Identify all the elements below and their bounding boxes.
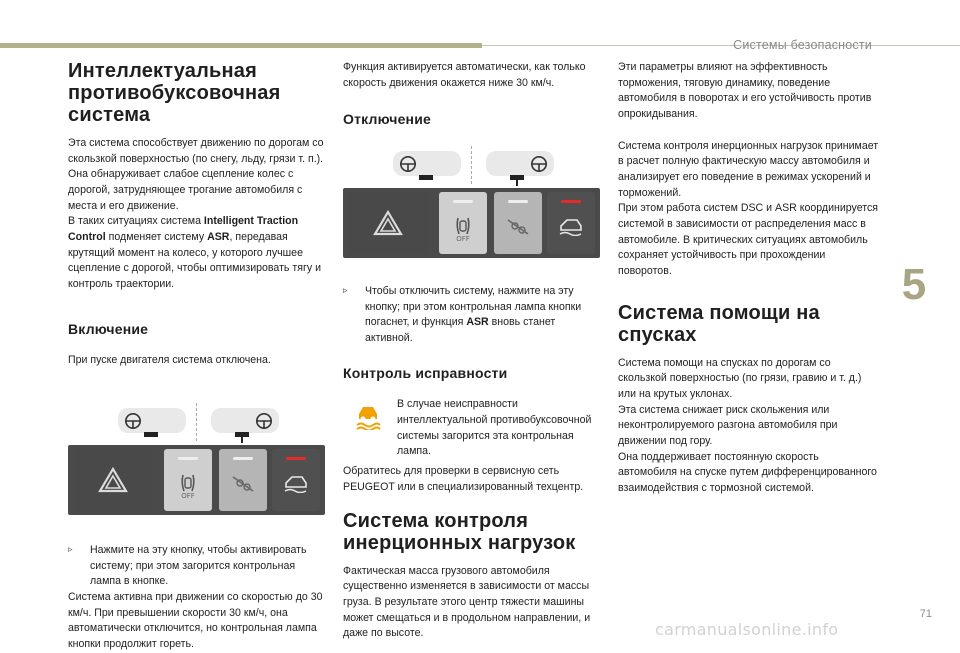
hazard-warning-icon <box>98 467 128 493</box>
load-control-title: Система контроля инерционных нагрузок <box>343 509 576 554</box>
stalk-bar <box>419 175 433 180</box>
off-label: OFF <box>456 234 470 243</box>
load-params-text: Эти параметры влияют на эффективность торможения, тяговую динамику, поведение автомобиля в поворотах и его устойчивость против опрокидывания. <box>618 61 872 121</box>
button-panel-figure-2 <box>343 146 600 274</box>
column-2 <box>343 60 601 642</box>
button-led <box>453 200 473 203</box>
hazard-button[interactable] <box>349 192 427 254</box>
steering-wheel-left <box>393 151 461 176</box>
on-heading: Включение <box>68 320 149 337</box>
column-3 <box>618 60 880 497</box>
steering-wheel-right <box>486 151 554 176</box>
stalk-tick <box>241 435 243 443</box>
steering-wheel-left <box>118 408 186 433</box>
stalk-bar <box>144 432 158 437</box>
traction-intro-2: В таких ситуациях система Intelligent Traction Control подменяет систему ASR, передавая крутящий момент на колесо, у которого лучшее сцепление с дорогой, чтобы оптимизировать тягу и контроль траектории. <box>68 215 321 291</box>
off-heading: Отключение <box>343 111 432 128</box>
check-heading: Контроль исправности <box>343 364 508 381</box>
header-rule <box>482 45 960 46</box>
button-led-active <box>286 457 306 460</box>
steering-wheel-icon <box>124 412 142 430</box>
load-coordination-text: При этом работа систем DSC и ASR координируется системой в зависимости от распределения масс в автомобиле. В критических ситуациях автомобиль сохраняет устойчивость при прохождении поворотов. <box>618 202 879 278</box>
hill-descent-button[interactable] <box>494 192 542 254</box>
stalk-tick <box>516 178 518 186</box>
traction-title: Интеллектуальная противобуксовочная система <box>68 60 281 126</box>
button-led-active <box>561 200 581 203</box>
steering-wheel-right <box>211 408 279 433</box>
hazard-button[interactable] <box>74 449 152 511</box>
hill-descent-text-1: Система помощи на спусках по дорогам со скользкой поверхностью (по грязи, гравию и т. д.) или на крутых уклонах. <box>618 356 862 401</box>
steering-wheel-icon <box>530 155 548 173</box>
hill-descent-icon <box>506 216 530 236</box>
activate-instruction: ▹ Нажмите на эту кнопку, чтобы активировать систему; при этом загорится контрольная лампа в кнопке. <box>68 544 307 588</box>
traction-intro-1: Эта система способствует движению по дорогам со скользкой поверхностью (по снегу, льду, грязи т. п.). Она обнаруживает слабое сцепление колес с дорогой, затрудняющее трогание автомобиля с места и его движение. <box>68 137 324 212</box>
button-led <box>508 200 528 203</box>
page-number: 71 <box>919 608 932 620</box>
traction-control-button[interactable] <box>272 449 320 511</box>
auto-activation-text: Функция активируется автоматически, как только скорость движения окажется ниже 30 км/ч. <box>343 61 586 89</box>
header-accent-bar <box>0 43 482 48</box>
load-control-text: Фактическая масса грузового автомобиля существенно изменяется в зависимости от массы груза. В результате этого центр тяжести машины может смещаться и в продольном направлении, и даже по высоте. <box>343 564 591 640</box>
service-text: Обратитесь для проверки в сервисную сеть PEUGEOT или в специализированный техцентр. <box>343 465 584 493</box>
hill-descent-icon <box>231 473 255 493</box>
steering-wheel-icon <box>255 412 273 430</box>
button-led <box>178 457 198 460</box>
button-panel-figure-1 <box>68 403 325 531</box>
load-system-text: Система контроля инерционных нагрузок принимает в расчет полную фактическую массу автомобиля и анализирует его поведение в режимах ускорений и торможений. <box>618 139 879 199</box>
hill-descent-title: Система помощи на спусках <box>618 301 820 346</box>
steering-wheel-row <box>393 151 554 176</box>
dashboard-button-panel <box>343 188 600 258</box>
on-text: При пуске двигателя система отключена. <box>68 354 271 367</box>
esc-off-button[interactable] <box>439 192 487 254</box>
fault-block <box>343 397 601 460</box>
steering-wheel-row <box>118 408 279 433</box>
speed-note: Система активна при движении со скоростью до 30 км/ч. При превышении скорости 30 км/ч, она автоматически отключится, но контрольная лампа кнопки продолжит гореть. <box>68 591 323 651</box>
bullet-arrow-icon: ▹ <box>343 285 348 296</box>
traction-control-icon <box>557 216 585 236</box>
hill-descent-button[interactable] <box>219 449 267 511</box>
fault-text: В случае неисправности интеллектуальной противобуксовочной системы загорится эта контрольная лампа. <box>397 398 592 458</box>
column-1 <box>68 60 325 653</box>
section-title: Системы безопасности <box>733 38 872 52</box>
deactivate-instruction: ▹ Чтобы отключить систему, нажмите на эту кнопку; при этом контрольная лампа кнопки погаснет, и функция ASR вновь станет активной. <box>343 285 582 345</box>
chapter-number: 5 <box>901 260 927 309</box>
steering-wheel-icon <box>399 155 417 173</box>
hazard-warning-icon <box>373 210 403 236</box>
watermark: carmanualsonline.info <box>655 620 839 639</box>
hill-descent-text-2: Эта система снижает риск скольжения или неконтролируемого разгона автомобиля при движении под гору. <box>618 403 838 448</box>
traction-control-button[interactable] <box>547 192 595 254</box>
hill-descent-text-3: Она поддерживает постоянную скорость автомобиля на спуске путем дифференцированного взаимодействия с тормозной системой. <box>618 450 877 495</box>
off-label: OFF <box>181 491 195 500</box>
dashboard-button-panel <box>68 445 325 515</box>
bullet-arrow-icon: ▹ <box>68 544 73 555</box>
skid-warning-icon <box>353 402 383 430</box>
traction-control-icon <box>282 473 310 493</box>
esc-off-button[interactable] <box>164 449 212 511</box>
button-led <box>233 457 253 460</box>
